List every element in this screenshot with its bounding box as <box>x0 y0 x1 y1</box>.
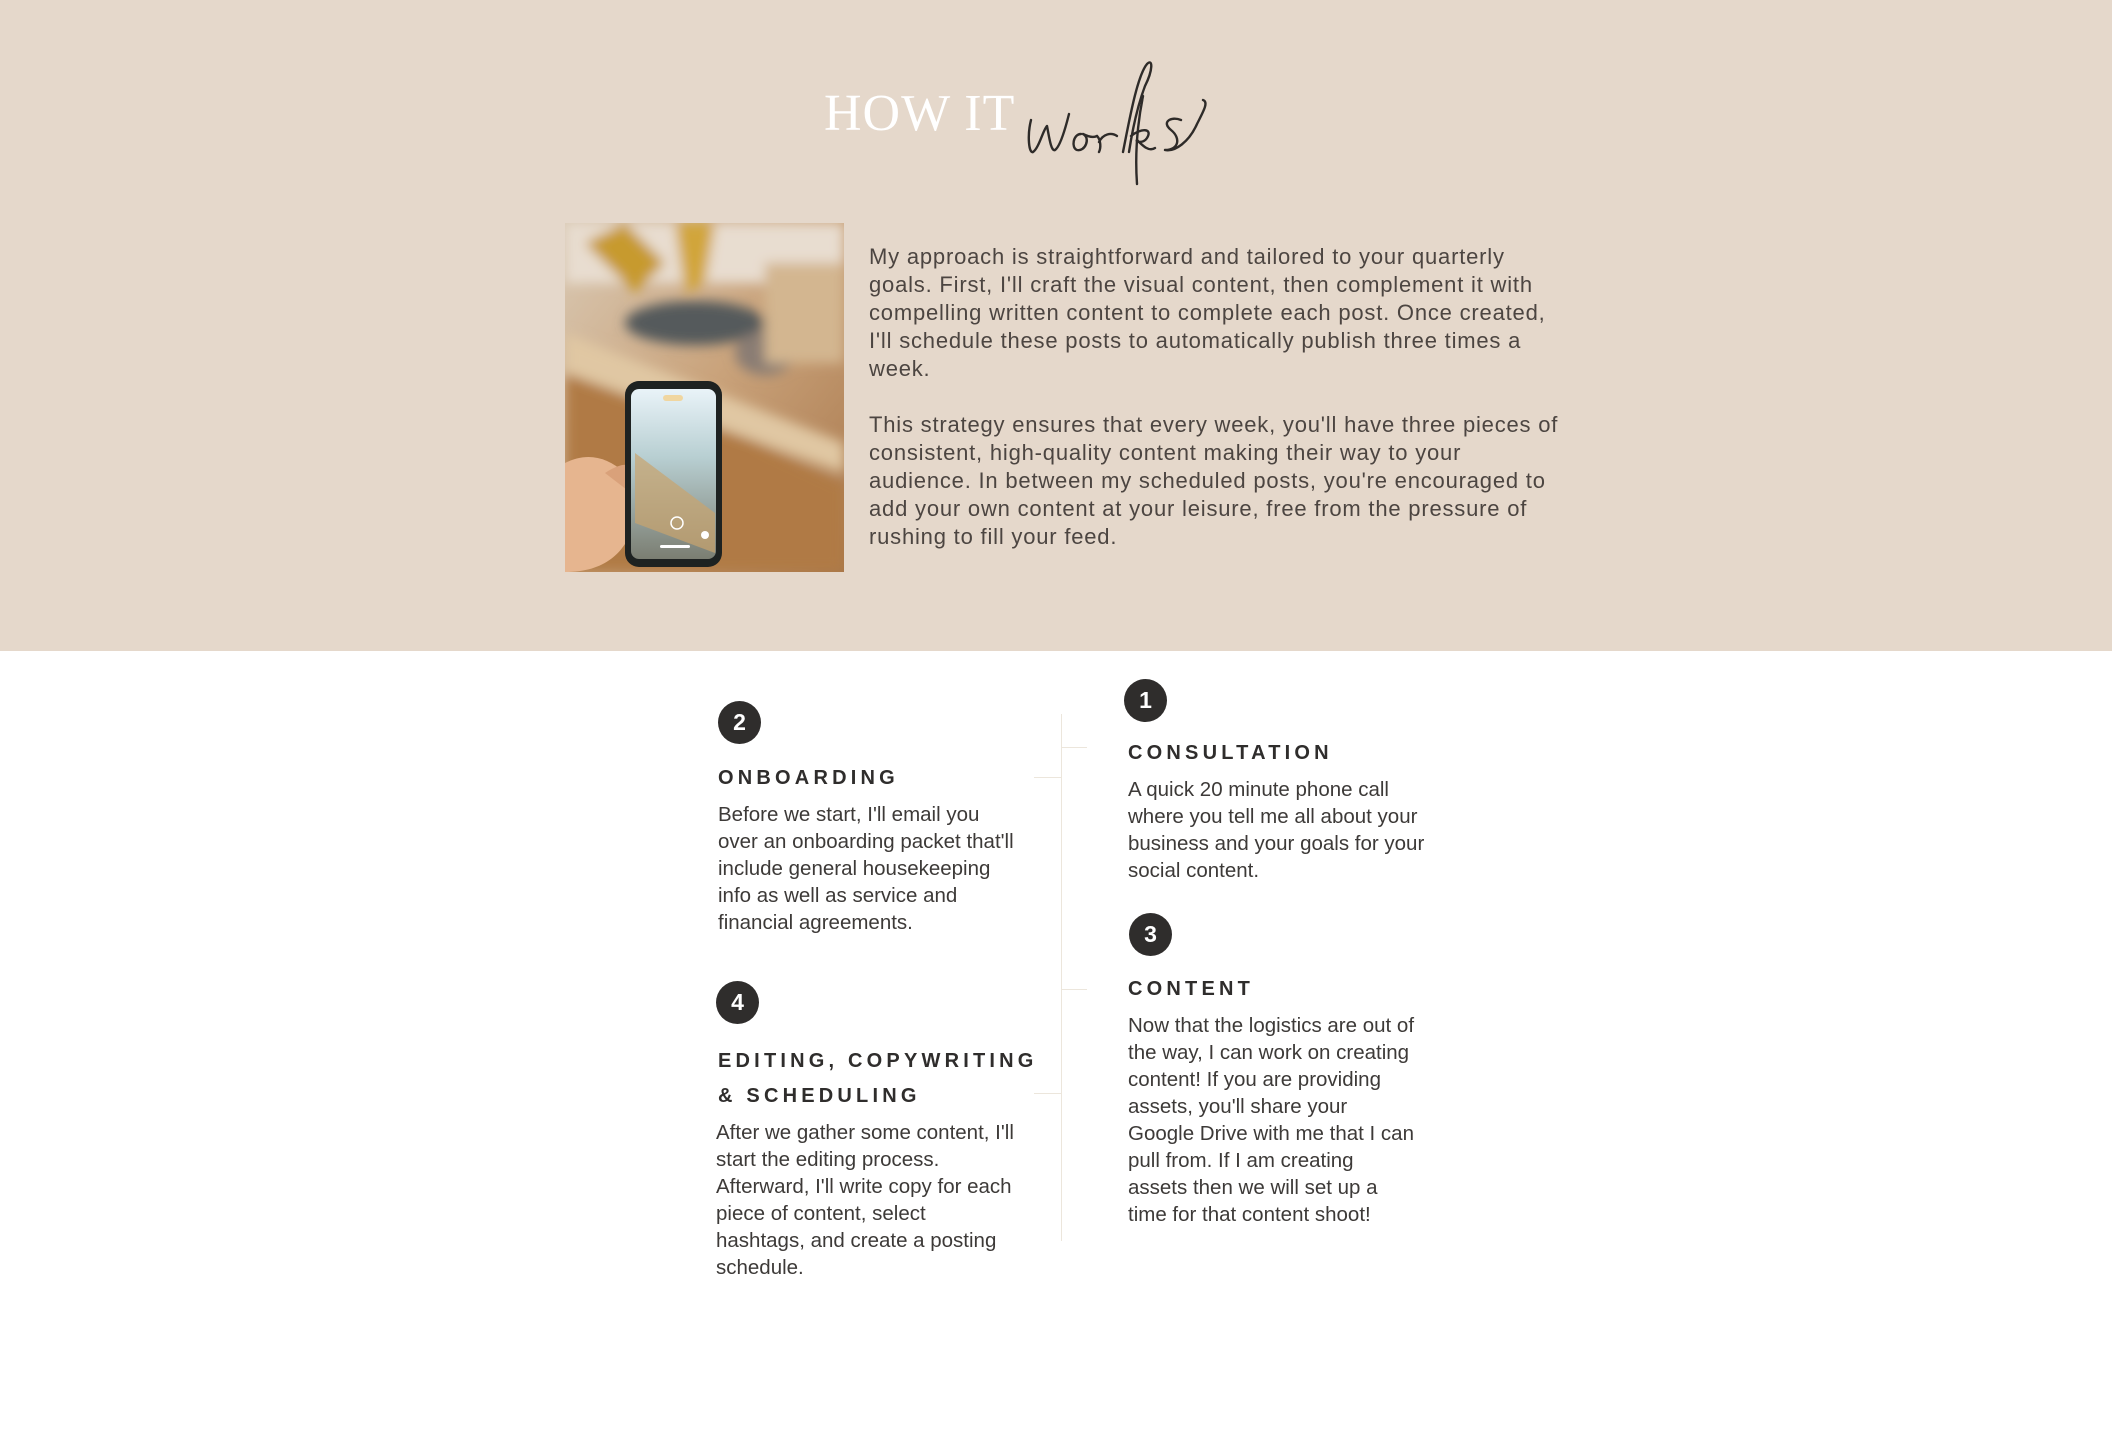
timeline-connector <box>1034 777 1061 778</box>
step-description: Before we start, I'll email you over an onboarding packet that'll include general housekeeping info as well as service and financial agreements. <box>718 803 1014 934</box>
timeline-connector <box>1061 747 1087 748</box>
step-number-badge: 1 <box>1124 679 1167 722</box>
step-number-badge: 3 <box>1129 913 1172 956</box>
timeline-vertical-line <box>1061 714 1062 1241</box>
intro-paragraph: My approach is straightforward and tailored to your quarterly goals. First, I'll craft the visual content, then complement it with compelling written content to complete each post. Once created, I'll schedule these posts to automatically publish three times a week. <box>869 244 1546 381</box>
step-title-line: & SCHEDULING <box>718 1085 921 1107</box>
intro-text <box>869 243 1559 579</box>
step-title-line: EDITING, COPYWRITING <box>718 1050 1038 1072</box>
step-title-onboarding: ONBOARDING <box>718 767 899 789</box>
step-description: After we gather some content, I'll start the editing process. Afterward, I'll write copy for each piece of content, select hashtags, and create a posting schedule. <box>716 1121 1014 1279</box>
timeline-connector <box>1061 989 1087 990</box>
intro-paragraph: This strategy ensures that every week, you'll have three pieces of consistent, high-quality content making their way to your audience. In between my scheduled posts, you're encouraged to add your own content at your leisure, free from the pressure of rushing to fill your feed. <box>869 412 1559 549</box>
step-title-content: CONTENT <box>1128 978 1255 1000</box>
section-heading <box>824 85 1016 142</box>
step-description: A quick 20 minute phone call where you tell me all about your business and your goals for your social content. <box>1128 778 1425 882</box>
step-number-badge: 4 <box>716 981 759 1024</box>
step-title-editing <box>718 1044 1038 1114</box>
heading-plain-text: HOW IT <box>824 85 1016 142</box>
step-title-consultation: CONSULTATION <box>1128 742 1333 764</box>
timeline-connector <box>1034 1093 1061 1094</box>
step-description: Now that the logistics are out of the way, I can work on creating content! If you are providing assets, you'll share your Google Drive with me that I can pull from. If I am creating assets then we will set up a time for that content shoot! <box>1128 1014 1415 1226</box>
heading-script-word <box>1025 56 1225 188</box>
phone-photo-image <box>565 223 844 572</box>
step-number-badge: 2 <box>718 701 761 744</box>
